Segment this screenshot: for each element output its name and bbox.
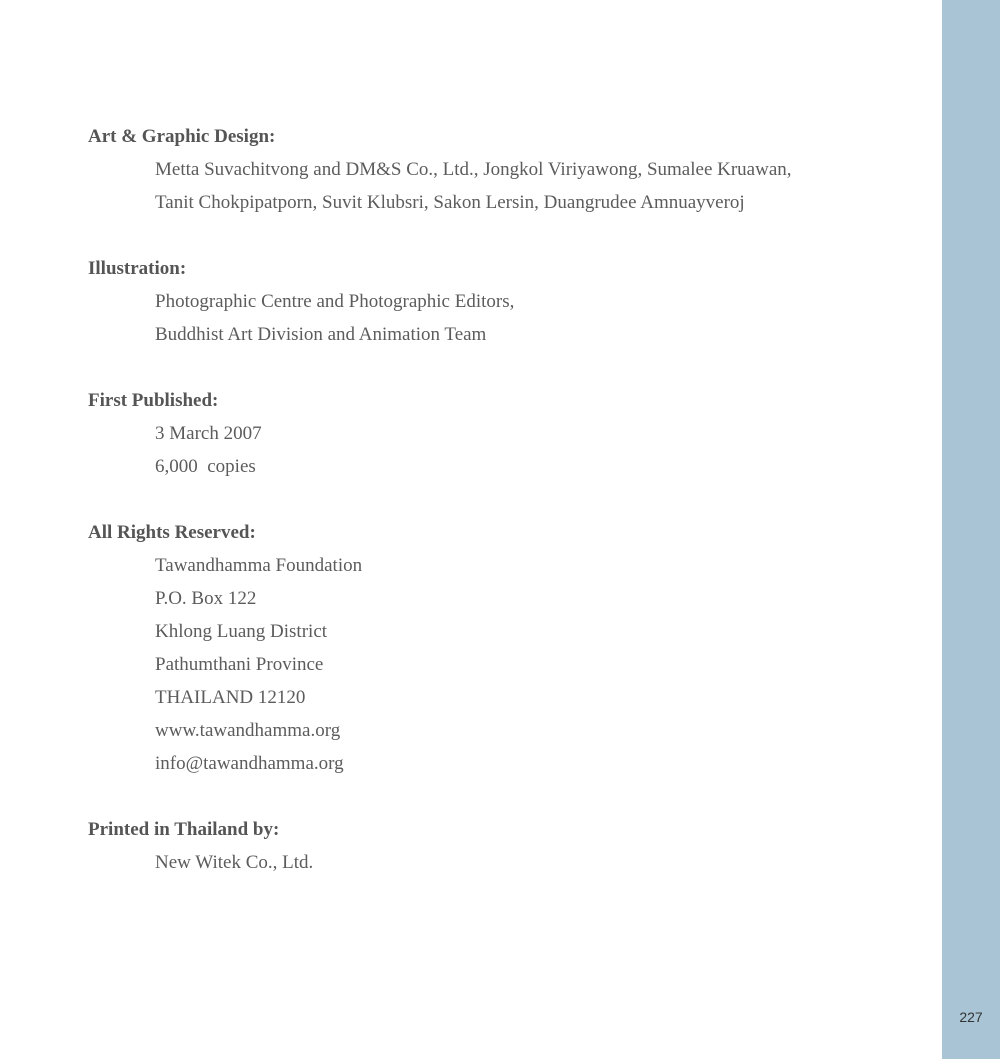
section-heading: Printed in Thailand by: — [88, 819, 280, 840]
section-line: Tanit Chokpipatporn, Suvit Klubsri, Sakon Lersin, Duangrudee Amnuayveroj — [155, 192, 745, 213]
section-all-rights-reserved — [88, 516, 928, 780]
section-line: THAILAND 12120 — [155, 687, 306, 708]
section-first-published — [88, 384, 928, 483]
section-line: Tawandhamma Foundation — [155, 555, 363, 576]
section-line: P.O. Box 122 — [155, 588, 257, 609]
website-text: www.tawandhamma.org — [155, 720, 341, 741]
page-number: 227 — [959, 1009, 983, 1025]
section-line: 6,000 copies — [155, 456, 256, 477]
section-line: Khlong Luang District — [155, 621, 328, 642]
section-line: Pathumthani Province — [155, 654, 324, 675]
section-illustration — [88, 252, 928, 351]
section-heading: Illustration: — [88, 258, 187, 279]
section-line: Buddhist Art Division and Animation Team — [155, 324, 487, 345]
side-color-band — [942, 0, 1000, 1059]
colophon-content — [88, 120, 928, 912]
section-line: Photographic Centre and Photographic Editors, — [155, 291, 515, 312]
section-line: 3 March 2007 — [155, 423, 262, 444]
section-line: Metta Suvachitvong and DM&S Co., Ltd., Jongkol Viriyawong, Sumalee Kruawan, — [155, 159, 792, 180]
section-heading: Art & Graphic Design: — [88, 126, 276, 147]
section-heading: All Rights Reserved: — [88, 522, 256, 543]
section-art-graphic-design — [88, 120, 928, 219]
email-text: info@tawandhamma.org — [155, 753, 344, 774]
section-line: New Witek Co., Ltd. — [155, 852, 314, 873]
section-printed-by — [88, 813, 928, 879]
section-heading: First Published: — [88, 390, 219, 411]
